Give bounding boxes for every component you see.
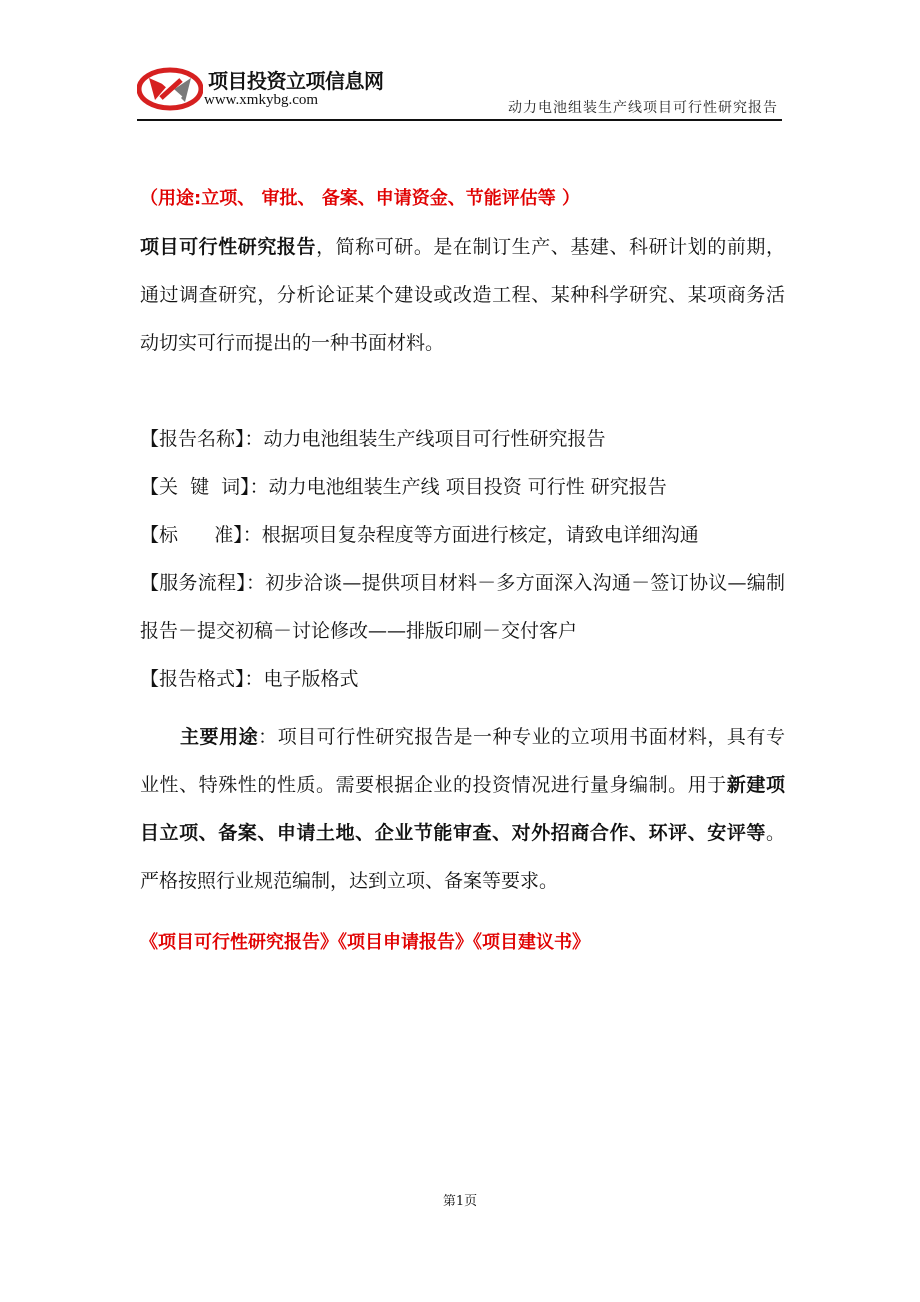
meta-value: 动力电池组装生产线项目可行性研究报告 bbox=[263, 428, 606, 450]
meta-value: 电子版格式 bbox=[263, 668, 359, 690]
spacer bbox=[140, 703, 785, 713]
meta-value: 初步洽谈—提供项目材料－多方面深入沟通－签订协议—编制报告－提交初稿－讨论修改——排版印刷－交付客户 bbox=[140, 572, 785, 642]
report-type-links[interactable]: 《项目可行性研究报告》《项目申请报告》《项目建议书》 bbox=[140, 932, 590, 953]
main-use-text-end: 。 严格按照行业规范编制，达到立项、备案等要求。 bbox=[140, 822, 785, 892]
intro-term: 项目可行性研究报告 bbox=[140, 236, 317, 258]
document-title: 动力电池组装生产线项目可行性研究报告 bbox=[508, 100, 778, 116]
meta-value: 根据项目复杂程度等方面进行核定，请致电详细沟通 bbox=[261, 524, 699, 546]
meta-label: 【报告格式】： bbox=[140, 668, 264, 690]
header-divider bbox=[137, 119, 782, 121]
logo-url[interactable]: www.xmkybg.com bbox=[204, 92, 319, 108]
meta-label: 【报告名称】： bbox=[140, 428, 264, 450]
meta-service-process bbox=[140, 559, 785, 655]
meta-label: 【关 键 词】： bbox=[140, 476, 269, 498]
meta-format bbox=[140, 655, 785, 703]
main-use-colon: ： bbox=[258, 726, 278, 748]
meta-keywords bbox=[140, 463, 785, 511]
intro-definition: ，简称可研。是在制订生产、基建、科研计划的前期，通过调查研究，分析论证某个建设或改造工程、某种科学研究、某项商务活动切实可行而提出的一种书面材料。 bbox=[140, 236, 785, 354]
meta-standard bbox=[140, 511, 785, 559]
logo-title: 项目投资立项信息网 bbox=[208, 69, 384, 93]
main-use-label: 主要用途 bbox=[180, 726, 259, 748]
intro-paragraph bbox=[140, 223, 785, 367]
meta-label: 【服务流程】： bbox=[140, 572, 266, 594]
logo-icon bbox=[137, 64, 203, 114]
usage-line: （用途:立项、 审批、 备案、申请资金、节能评估等 ） bbox=[140, 188, 580, 209]
page-content bbox=[140, 175, 785, 967]
meta-report-name bbox=[140, 415, 785, 463]
page-header bbox=[0, 0, 920, 125]
spacer bbox=[140, 367, 785, 415]
page-number: 第1页 bbox=[442, 1194, 478, 1209]
main-use-text: 项目可行性研究报告是一种专业的立项用书面材料，具有专业性、特殊性的性质。需要根据企业的投资情况进行量身编制。用于 bbox=[140, 726, 785, 796]
meta-label: 【标 准】： bbox=[140, 524, 262, 546]
main-use-highlight: 新建项目立项、备案、申请土地、企业节能审查、对外招商合作、环评、安评等 bbox=[140, 774, 785, 844]
main-use-paragraph bbox=[140, 713, 785, 905]
meta-value: 动力电池组装生产线 项目投资 可行性 研究报告 bbox=[268, 476, 667, 498]
